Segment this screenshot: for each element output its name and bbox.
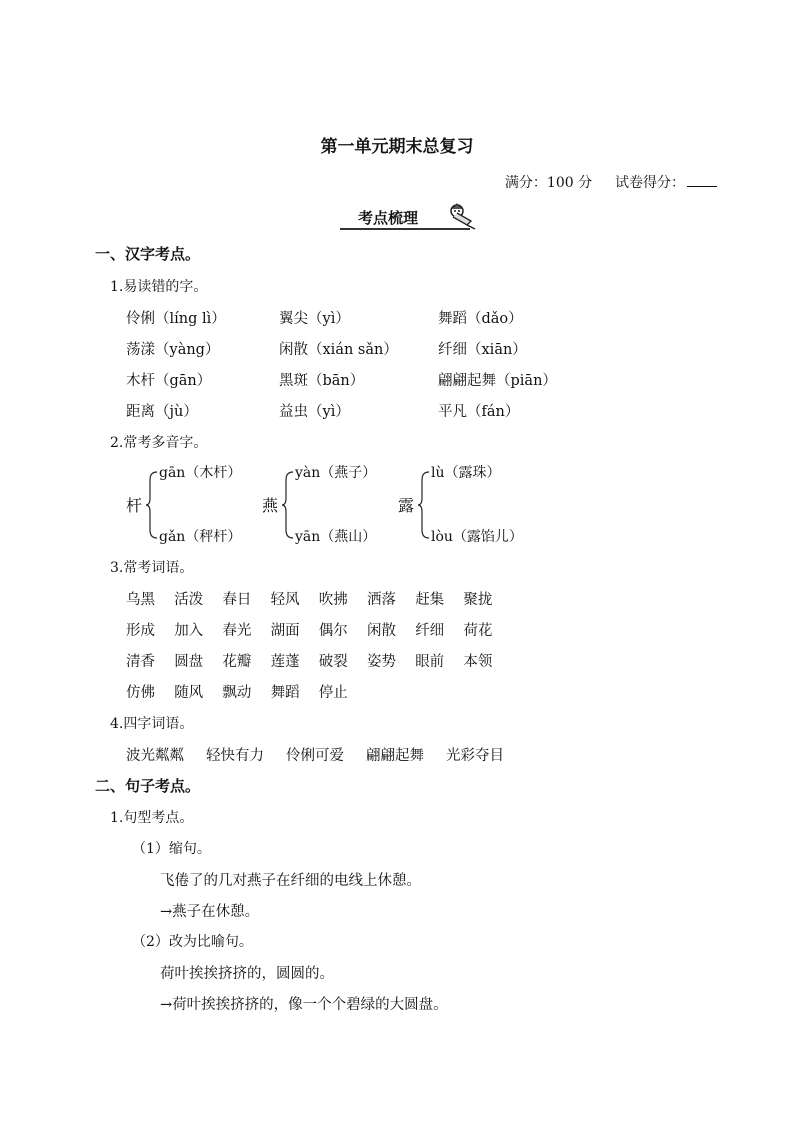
item1-question: 飞倦了的几对燕子在纤细的电线上休憩。 [160,873,421,889]
sentence-sub1-heading: 1.句型考点。 [110,810,194,826]
full-score-label: 满分：100 分 [504,175,593,191]
common-word: 乌黑 [126,592,155,608]
item2-answer: →荷叶挨挨挤挤的，像一个个碧绿的大圆盘。 [160,997,448,1013]
item1-label: （1）缩句。 [132,841,211,857]
common-word: 偶尔 [318,623,348,639]
common-word: 活泼 [174,592,204,608]
common-word: 姿势 [367,654,396,670]
polyphone-char: 燕 [262,496,279,515]
idiom-item: 翩翩起舞 [366,748,424,764]
common-word: 赶集 [415,592,445,608]
common-word: 破裂 [318,654,348,670]
polyphone-bottom: lòu（露馅儿） [431,529,523,545]
brace-icon [145,470,159,540]
sub3-heading: 3.常考词语。 [110,560,194,576]
misread-char-item: 木杆（gān） [126,373,212,389]
misread-char-item: 翼尖（yì） [279,311,350,327]
common-word: 轻风 [270,592,300,608]
common-word: 春光 [222,623,252,639]
common-word: 湖面 [270,623,300,639]
common-word: 舞蹈 [270,685,300,701]
misread-char-item: 平凡（fán） [438,404,520,420]
common-word: 莲蓬 [270,654,300,670]
page-title: 第一单元期末总复习 [320,137,474,157]
common-word: 春日 [222,592,252,608]
polyphone-char: 杆 [126,496,143,515]
brace-icon [417,470,431,540]
idiom-item: 轻快有力 [206,748,264,764]
score-blank[interactable] [687,174,717,187]
section2-heading: 二、句子考点。 [95,777,201,795]
polyphone-char: 露 [398,496,415,515]
sub1-heading: 1.易读错的字。 [110,279,208,295]
misread-char-item: 益虫（yì） [279,404,350,420]
item2-question: 荷叶挨挨挤挤的，圆圆的。 [160,966,334,982]
polyphone-bottom: gǎn（秤杆） [159,529,242,545]
common-word: 眼前 [415,654,445,670]
idiom-item: 波光粼粼 [126,748,184,764]
common-word: 洒落 [367,592,396,608]
sub2-heading: 2.常考多音字。 [110,435,208,451]
polyphone-top: yàn（燕子） [295,465,377,481]
misread-char-item: 黑斑（bān） [279,373,365,389]
misread-char-item: 纤细（xiān） [438,342,527,358]
misread-char-item: 翩翩起舞（piān） [438,373,557,389]
common-word: 花瓣 [222,654,252,670]
score-line [505,172,717,192]
common-word: 清香 [126,654,155,670]
idiom-item: 伶俐可爱 [286,748,344,764]
misread-char-item: 伶俐（líng lì） [126,311,226,327]
item2-label: （2）改为比喻句。 [132,934,253,950]
idiom-item: 光彩夺目 [446,748,504,764]
common-word: 圆盘 [174,654,204,670]
common-word: 纤细 [415,623,445,639]
common-word: 随风 [174,685,204,701]
polyphone-bottom: yān（燕山） [295,529,377,545]
common-word: 加入 [174,623,204,639]
banner-text: 考点梳理 [358,209,419,227]
misread-char-item: 荡漾（yàng） [126,342,220,358]
pencil-mascot-icon [445,203,477,231]
misread-char-item: 距离（jù） [126,404,198,420]
polyphone-top: lù（露珠） [431,465,501,481]
common-word: 仿佛 [126,685,155,701]
misread-char-item: 闲散（xián sǎn） [279,342,398,358]
section1-heading: 一、汉字考点。 [95,245,201,263]
polyphone-top: gān（木杆） [159,465,242,481]
common-word: 聚拢 [463,592,493,608]
common-word: 形成 [126,623,155,639]
score-got-label: 试卷得分： [615,175,685,191]
common-word: 闲散 [367,623,396,639]
common-word: 本领 [463,654,493,670]
brace-icon [281,470,295,540]
item1-answer: →燕子在休憩。 [160,904,260,920]
common-word: 吹拂 [318,592,348,608]
common-word: 荷花 [463,623,493,639]
common-word: 飘动 [222,685,252,701]
sub4-heading: 4.四字词语。 [110,716,194,732]
section-banner [340,203,480,233]
common-word: 停止 [318,685,348,701]
misread-char-item: 舞蹈（dǎo） [438,311,523,327]
